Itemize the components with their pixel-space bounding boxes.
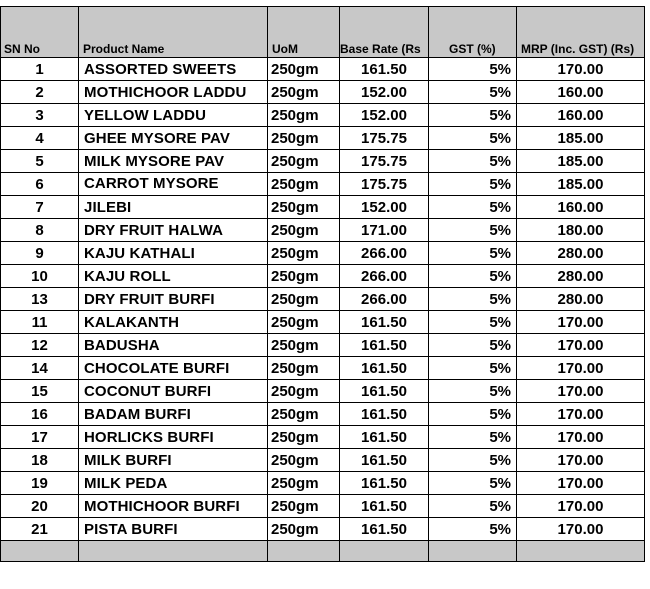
cell-product-name: ASSORTED SWEETS <box>79 58 268 81</box>
cell-base-rate: 152.00 <box>340 104 429 127</box>
cell-uom: 250gm <box>268 265 340 288</box>
cell-product-name: MILK PEDA <box>79 472 268 495</box>
cell-mrp: 170.00 <box>517 357 645 380</box>
cell-uom: 250gm <box>268 150 340 173</box>
table-row <box>1 518 645 541</box>
cell-base-rate: 175.75 <box>340 127 429 150</box>
cell-sn: 14 <box>1 357 79 380</box>
cell-gst: 5% <box>429 518 517 541</box>
cell-sn: 11 <box>1 311 79 334</box>
table-row <box>1 127 645 150</box>
cell-mrp: 280.00 <box>517 288 645 311</box>
cell-base-rate: 266.00 <box>340 265 429 288</box>
cell-gst: 5% <box>429 196 517 219</box>
table-body <box>1 58 645 541</box>
cell-product-name: HORLICKS BURFI <box>79 426 268 449</box>
cell-base-rate: 161.50 <box>340 403 429 426</box>
cell-uom: 250gm <box>268 58 340 81</box>
cell-uom: 250gm <box>268 426 340 449</box>
cell-mrp: 170.00 <box>517 403 645 426</box>
cell-uom: 250gm <box>268 127 340 150</box>
table-row <box>1 472 645 495</box>
table-row <box>1 58 645 81</box>
cell-uom: 250gm <box>268 311 340 334</box>
cell-uom: 250gm <box>268 81 340 104</box>
table-row <box>1 357 645 380</box>
cell-base-rate: 161.50 <box>340 518 429 541</box>
cell-uom: 250gm <box>268 518 340 541</box>
cell-gst: 5% <box>429 265 517 288</box>
cell-sn: 6 <box>1 173 79 196</box>
cell-uom: 250gm <box>268 449 340 472</box>
cell-sn: 3 <box>1 104 79 127</box>
cell-sn: 7 <box>1 196 79 219</box>
cell-base-rate: 161.50 <box>340 58 429 81</box>
table-row <box>1 150 645 173</box>
cell-base-rate: 266.00 <box>340 242 429 265</box>
cell-product-name: KAJU ROLL <box>79 265 268 288</box>
cell-product-name: DRY FRUIT BURFI <box>79 288 268 311</box>
cell-base-rate: 266.00 <box>340 288 429 311</box>
cell-gst: 5% <box>429 403 517 426</box>
table-row <box>1 403 645 426</box>
cell-uom: 250gm <box>268 334 340 357</box>
header-product: Product Name <box>79 7 268 58</box>
cell-gst: 5% <box>429 242 517 265</box>
cell-mrp: 170.00 <box>517 495 645 518</box>
footer-row <box>1 541 645 562</box>
cell-product-name: KAJU KATHALI <box>79 242 268 265</box>
cell-base-rate: 161.50 <box>340 380 429 403</box>
cell-product-name: MILK MYSORE PAV <box>79 150 268 173</box>
cell-gst: 5% <box>429 219 517 242</box>
cell-product-name: BADUSHA <box>79 334 268 357</box>
cell-sn: 19 <box>1 472 79 495</box>
cell-sn: 9 <box>1 242 79 265</box>
table-row <box>1 196 645 219</box>
cell-mrp: 280.00 <box>517 242 645 265</box>
cell-sn: 21 <box>1 518 79 541</box>
cell-mrp: 180.00 <box>517 219 645 242</box>
cell-base-rate: 161.50 <box>340 334 429 357</box>
table-row <box>1 495 645 518</box>
cell-sn: 15 <box>1 380 79 403</box>
cell-uom: 250gm <box>268 288 340 311</box>
cell-product-name: BADAM BURFI <box>79 403 268 426</box>
table-row <box>1 449 645 472</box>
cell-mrp: 170.00 <box>517 449 645 472</box>
footer-cell <box>429 541 517 562</box>
cell-product-name: KALAKANTH <box>79 311 268 334</box>
header-gst: GST (%) <box>429 7 517 58</box>
cell-base-rate: 161.50 <box>340 311 429 334</box>
cell-gst: 5% <box>429 311 517 334</box>
cell-product-name: DRY FRUIT HALWA <box>79 219 268 242</box>
cell-gst: 5% <box>429 127 517 150</box>
cell-product-name: MOTHICHOOR LADDU <box>79 81 268 104</box>
table-row <box>1 81 645 104</box>
cell-mrp: 160.00 <box>517 104 645 127</box>
cell-mrp: 160.00 <box>517 196 645 219</box>
cell-base-rate: 152.00 <box>340 81 429 104</box>
footer-cell <box>340 541 429 562</box>
footer-cell <box>268 541 340 562</box>
cell-mrp: 185.00 <box>517 127 645 150</box>
cell-product-name: YELLOW LADDU <box>79 104 268 127</box>
cell-base-rate: 171.00 <box>340 219 429 242</box>
cell-uom: 250gm <box>268 104 340 127</box>
cell-gst: 5% <box>429 357 517 380</box>
table-row <box>1 334 645 357</box>
cell-gst: 5% <box>429 288 517 311</box>
cell-uom: 250gm <box>268 173 340 196</box>
cell-base-rate: 161.50 <box>340 357 429 380</box>
footer-cell <box>1 541 79 562</box>
cell-gst: 5% <box>429 472 517 495</box>
table-row <box>1 380 645 403</box>
cell-product-name: CHOCOLATE BURFI <box>79 357 268 380</box>
cell-uom: 250gm <box>268 472 340 495</box>
table-row <box>1 311 645 334</box>
cell-gst: 5% <box>429 104 517 127</box>
cell-base-rate: 152.00 <box>340 196 429 219</box>
cell-sn: 13 <box>1 288 79 311</box>
price-table <box>0 6 645 562</box>
cell-sn: 8 <box>1 219 79 242</box>
cell-gst: 5% <box>429 81 517 104</box>
cell-mrp: 170.00 <box>517 58 645 81</box>
cell-uom: 250gm <box>268 380 340 403</box>
cell-product-name: MILK BURFI <box>79 449 268 472</box>
cell-base-rate: 161.50 <box>340 426 429 449</box>
table-row <box>1 104 645 127</box>
cell-gst: 5% <box>429 173 517 196</box>
cell-sn: 4 <box>1 127 79 150</box>
cell-product-name: MOTHICHOOR BURFI <box>79 495 268 518</box>
cell-gst: 5% <box>429 426 517 449</box>
cell-uom: 250gm <box>268 242 340 265</box>
table-row <box>1 219 645 242</box>
cell-sn: 12 <box>1 334 79 357</box>
cell-product-name: GHEE MYSORE PAV <box>79 127 268 150</box>
cell-sn: 10 <box>1 265 79 288</box>
cell-sn: 2 <box>1 81 79 104</box>
table-row <box>1 288 645 311</box>
cell-mrp: 170.00 <box>517 518 645 541</box>
cell-gst: 5% <box>429 334 517 357</box>
cell-base-rate: 175.75 <box>340 173 429 196</box>
header-uom: UoM <box>268 7 340 58</box>
cell-base-rate: 161.50 <box>340 449 429 472</box>
table-row <box>1 265 645 288</box>
table-row <box>1 242 645 265</box>
table-row <box>1 173 645 196</box>
cell-mrp: 160.00 <box>517 81 645 104</box>
cell-mrp: 170.00 <box>517 380 645 403</box>
cell-uom: 250gm <box>268 219 340 242</box>
table-row <box>1 426 645 449</box>
cell-gst: 5% <box>429 449 517 472</box>
cell-mrp: 170.00 <box>517 426 645 449</box>
header-mrp: MRP (Inc. GST) (Rs) <box>517 7 645 58</box>
cell-gst: 5% <box>429 58 517 81</box>
cell-uom: 250gm <box>268 196 340 219</box>
cell-sn: 1 <box>1 58 79 81</box>
header-base-rate: Base Rate (Rs <box>340 7 429 58</box>
cell-mrp: 280.00 <box>517 265 645 288</box>
footer-cell <box>79 541 268 562</box>
header-sn: SN No <box>1 7 79 58</box>
cell-base-rate: 161.50 <box>340 472 429 495</box>
cell-mrp: 170.00 <box>517 311 645 334</box>
cell-sn: 17 <box>1 426 79 449</box>
cell-gst: 5% <box>429 150 517 173</box>
cell-base-rate: 161.50 <box>340 495 429 518</box>
cell-product-name: PISTA BURFI <box>79 518 268 541</box>
cell-sn: 20 <box>1 495 79 518</box>
cell-gst: 5% <box>429 495 517 518</box>
cell-sn: 5 <box>1 150 79 173</box>
cell-mrp: 170.00 <box>517 334 645 357</box>
cell-product-name: CARROT MYSORE <box>79 173 268 196</box>
cell-base-rate: 175.75 <box>340 150 429 173</box>
footer-cell <box>517 541 645 562</box>
cell-product-name: JILEBI <box>79 196 268 219</box>
cell-uom: 250gm <box>268 495 340 518</box>
cell-uom: 250gm <box>268 357 340 380</box>
cell-product-name: COCONUT BURFI <box>79 380 268 403</box>
cell-mrp: 185.00 <box>517 173 645 196</box>
cell-gst: 5% <box>429 380 517 403</box>
header-row <box>1 7 645 58</box>
cell-mrp: 185.00 <box>517 150 645 173</box>
cell-mrp: 170.00 <box>517 472 645 495</box>
cell-uom: 250gm <box>268 403 340 426</box>
cell-sn: 16 <box>1 403 79 426</box>
cell-sn: 18 <box>1 449 79 472</box>
